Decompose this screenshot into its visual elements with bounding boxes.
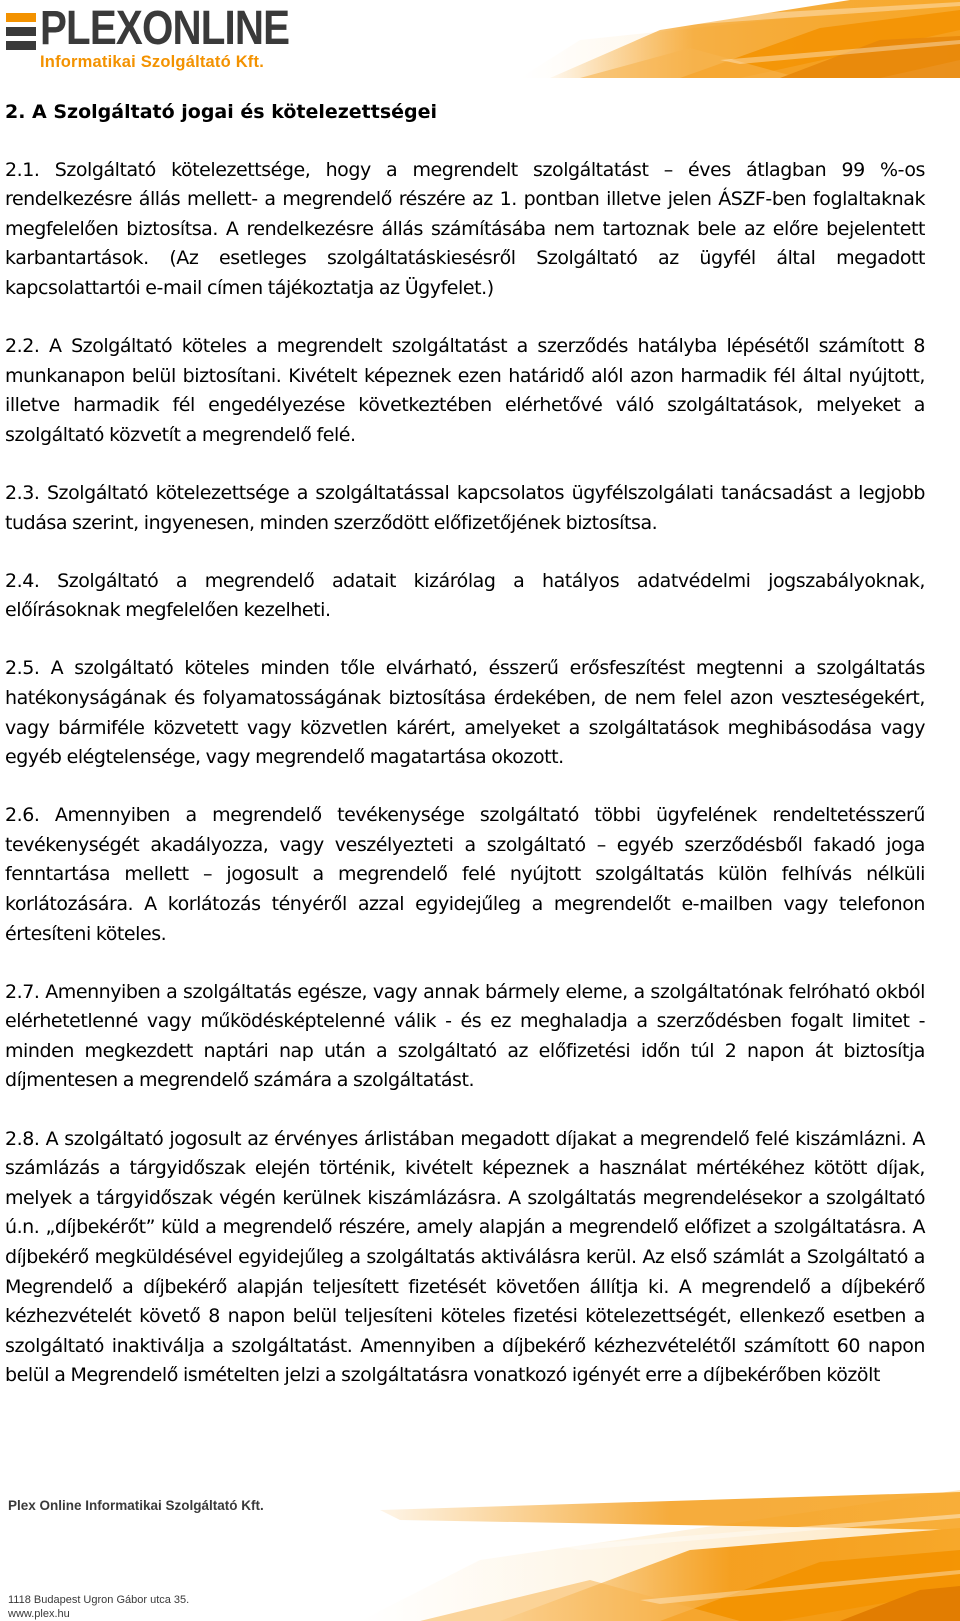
paragraph-2-7: 2.7. Amennyiben a szolgáltatás egésze, vagy annak bármely eleme, a szolgáltatónak felróható okból elérhetetlenné vagy működésképtelenné válik - és ez meghaladja a szerződésben fogalt limitet - minden megkezdett naptári nap után a szolgáltató az előfizetési időn túl 2 napon át biztosítja díjmentesen a megrendelő számára a szolgáltatást. — [5, 980, 925, 1092]
document-body — [5, 98, 925, 1419]
page-header — [0, 0, 960, 80]
header-swoosh-decoration — [520, 0, 960, 78]
paragraph-2-2: 2.2. A Szolgáltató köteles a megrendelt szolgáltatást a szerződés hatályba lépésétől számított 8 munkanapon belül biztosítani. Kivételt képeznek ezen határidő alól azon harmadik fél által nyújtott, illetve harmadik fél engedélyezése következtében elérhetővé váló szolgáltatások, melyeket a szolgáltató közvetít a megrendelő felé. — [5, 335, 925, 446]
footer-swoosh-decoration — [360, 1490, 960, 1621]
footer-address: 1118 Budapest Ugron Gábor utca 35. — [8, 1594, 190, 1606]
paragraph-2-5: 2.5. A szolgáltató köteles minden tőle elvárható, ésszerű erősfeszítést megtenni a szolgáltatás hatékonyságának és folyamatosságának biztosítása érdekében, de nem felel azon veszteségekért, vagy bármiféle közvetett vagy közvetlen kárért, amelyeket a szolgáltatások meghibásodása vagy egyéb elégtelensége, vagy megrendelő magatartása okozott. — [5, 657, 925, 769]
footer-company-name: Plex Online Informatikai Szolgáltató Kft. — [8, 1498, 264, 1513]
paragraph-2-3: 2.3. Szolgáltató kötelezettsége a szolgáltatással kapcsolatos ügyfélszolgálati tanácsadást a legjobb tudása szerint, ingyenesen, minden szerződött előfizetőjének biztosítsa. — [5, 481, 925, 534]
plex-bars-icon — [6, 13, 36, 49]
page-footer — [0, 1490, 960, 1621]
footer-website: www.plex.hu — [8, 1608, 70, 1620]
plexonline-logo — [6, 2, 296, 75]
section-heading: 2. A Szolgáltató jogai és kötelezettségei — [5, 101, 438, 123]
paragraph-2-4: 2.4. Szolgáltató a megrendelő adatait kizárólag a hatályos adatvédelmi jogszabályoknak, előírásoknak megfelelően kezelheti. — [5, 569, 925, 622]
logo-wordmark: PLEXONLINE — [40, 2, 290, 55]
paragraph-2-8: 2.8. A szolgáltató jogosult az érvényes árlistában megadott díjakat a megrendelő felé kiszámlázni. A számlázás a tárgyidőszak elején történik, kivételt képeznek a használat mértékéhez kötött díjak, melyek a tárgyidőszak végén kerülnek kiszámlázásra. A szolgáltatás megrendelésekor a szolgáltató ú.n. „díjbekérőt” küld a megrendelő részére, amely alapján a megrendelő előfizet a szolgáltatásra. A díjbekérő megküldésével egyidejűleg a szolgáltatás aktiválásra kerül. Az első számlát a Szolgáltató a Megrendelő a díjbekérő alapján teljesített fizetését követően állítja ki. A megrendelő a díjbekérő kézhezvételét követő 8 napon belül teljesíteni köteles fizetési kötelezettségét, ellenkező esetben a szolgáltató inaktiválja a szolgáltatást. Amennyiben a díjbekérő kézhezvételétől számított 60 napon belül a Megrendelő ismételten jelzi a szolgáltatásra vonatkozó igényét erre a díjbekérőben közölt — [5, 1127, 925, 1387]
paragraph-2-6: 2.6. Amennyiben a megrendelő tevékenysége szolgáltató többi ügyfelének rendeltetésszerű tevékenységét akadályozza, vagy veszélyezteti a szolgáltató – egyéb szerződésből fakadó joga fenntartása mellett – jogosult a megrendelő felé nyújtott szolgáltatás külön felhívás nélküli korlátozására. A korlátozás tényéről azzal egyidejűleg a megrendelőt e-mailben vagy telefonon értesíteni köteles. — [5, 804, 925, 945]
paragraph-2-1: 2.1. Szolgáltató kötelezettsége, hogy a megrendelt szolgáltatást – éves átlagban 99 %-os rendelkezésre állás mellett- a megrendelő részére az 1. pontban illetve jelen ÁSZF-ben foglaltaknak megfelelően biztosítsa. A rendelkezésre állás számításába nem tartoznak bele az előre bejelentett karbantartások. (Az esetleges szolgáltatáskiesésről Szolgáltató az ügyfél által megadott kapcsolattartói e-mail címen tájékoztatja az Ügyfelet.) — [5, 158, 925, 299]
logo-tagline: Informatikai Szolgáltató Kft. — [40, 53, 264, 71]
